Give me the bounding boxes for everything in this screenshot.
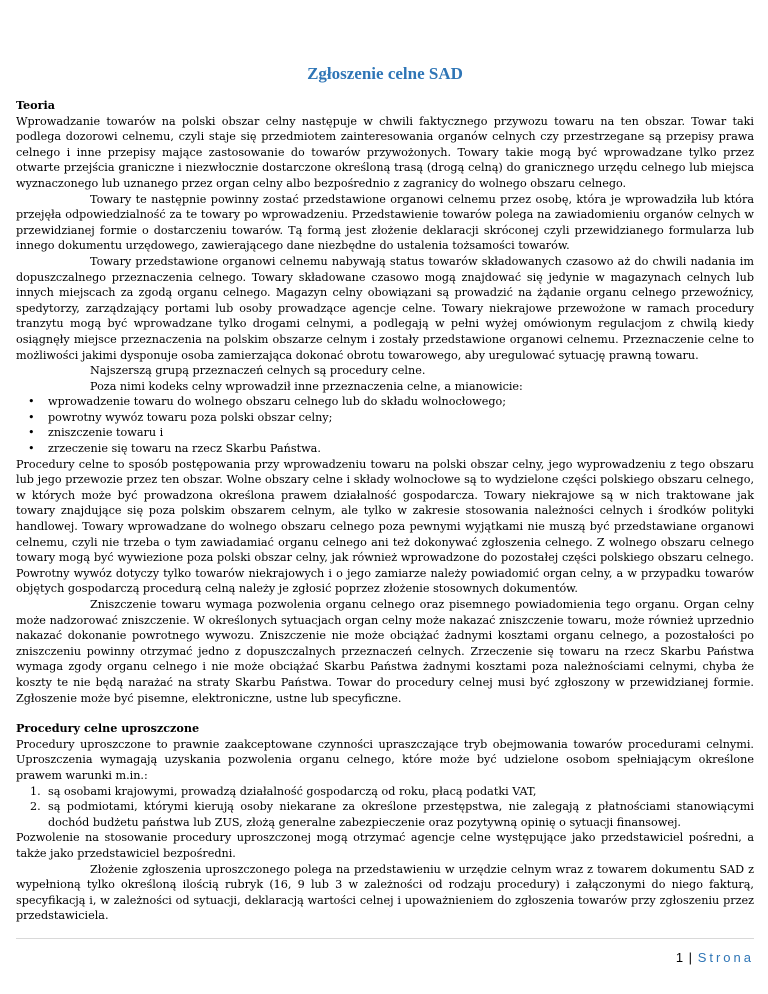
list-item	[16, 784, 754, 800]
footer-divider	[16, 938, 754, 939]
list-item-text: są osobami krajowymi, prowadzą działalność gospodarczą od roku, płacą podatki VAT,	[48, 784, 537, 798]
page-footer	[16, 950, 754, 974]
document-body	[16, 98, 754, 924]
bullet-list	[16, 394, 754, 456]
paragraph: Pozwolenie na stosowanie procedury uproszczonej mogą otrzymać agencje celne występujące jako przedstawiciel pośredni, a także jako przedstawiciel bezpośredni.	[16, 831, 754, 860]
list-item	[16, 799, 754, 830]
numbered-list	[16, 784, 754, 831]
paragraph: Zniszczenie towaru wymaga pozwolenia organu celnego oraz pisemnego powiadomienia tego organu. Organ celny może nadzorować zniszczenie. W określonych sytuacjach organ celny może nakazać zniszczenie towaru, może również uprzednio nakazać dokonanie powrotnego wywozu. Zniszczenie nie może obciążać żadnymi kosztami organu celnego, a pozostałości po zniszczeniu powinny otrzymać jedno z dopuszczalnych przeznaczeń celnych. Zrzeczenie się towaru na rzecz Skarbu Państwa wymaga zgody organu celnego i nie może obciążać Skarbu Państwa żadnymi kosztami poza należnościami celnymi, chyba że koszty te nie będą narażać na straty Skarbu Państwa. Towar do procedury celnej musi być zgłoszony w przewidzianej formie. Zgłoszenie może być pisemne, elektroniczne, ustne lub specyficzne.	[16, 598, 754, 705]
paragraph: Procedury uproszczone to prawnie zaakceptowane czynności upraszczające tryb obejmowania towarów procedurami celnymi. Uproszczenia wymagają uzyskania pozwolenia organu celnego, które może być udzielone osobom spełniającym określone prawem warunki m.in.:	[16, 737, 754, 782]
page-number	[676, 950, 754, 965]
list-number: 2.	[30, 800, 41, 814]
paragraph: Towary te następnie powinny zostać przedstawione organowi celnemu przez osobę, która je wprowadziła lub która przejęła odpowiedzialność za te towary po wprowadzeniu. Przedstawienie towarów polega na zawiadomieniu organów celnych w przewidzianej formie o dostarczeniu towarów. Tą formą jest złożenie deklaracji skróconej czyli przewidzianego formularza lub innego dokumentu urzędowego, zawierającego dane niezbędne do ustalenia tożsamości towarów.	[16, 192, 754, 253]
paragraph: Wprowadzanie towarów na polski obszar celny następuje w chwili faktycznego przywozu towaru na ten obszar. Towar taki podlega dozorowi celnemu, czyli staje się przedmiotem zainteresowania organów celnych czy przestrzegane są przepisy prawa celnego i inne przepisy mające zastosowanie do towarów przywożonych. Towary takie mogą być wprowadzane tylko przez otwarte przejścia graniczne i niezwłocznie dostarczone określoną trasą (drogą celną) do granicznego urzędu celnego lub miejsca wyznaczonego lub uznanego przez organ celny albo bezpośrednio z zagranicy do wolnego obszaru celnego.	[16, 114, 754, 190]
paragraph: Poza nimi kodeks celny wprowadził inne przeznaczenia celne, a mianowicie:	[90, 379, 523, 393]
section-heading-uproszczone: Procedury celne uproszczone	[16, 721, 200, 736]
list-item-text: są podmiotami, którymi kierują osoby niekarane za określone przestępstwa, nie zalegają z płatnościami stanowiącymi dochód budżetu państwa lub ZUS, złożą generalne zabezpieczenie oraz pozytywną opinię o sytuacji finansowej.	[48, 800, 754, 829]
paragraph: Towary przedstawione organowi celnemu nabywają status towarów składowanych czasowo aż do chwili nadania im dopuszczalnego przeznaczenia celnego. Towary składowane czasowo mogą znajdować się jedynie w magazynach celnych lub innych miejscach za zgodą organu celnego. Magazyn celny obowiązani są prowadzić na żądanie organu celnego przewoźnicy, spedytorzy, zarządzający portami lub osoby prowadzące agencje celne. Towary niekrajowe przewożone w ramach procedury tranzytu mogą być wprowadzane tylko drogami celnymi, a podlegają w pełni wyżej omówionym regulacjom z chwilą kiedy osiągnęły miejsce przeznaczenia na polskim obszarze celnym i zostały przedstawione organowi celnemu. Przeznaczenie celne to możliwości jakimi dysponuje osoba zamierzająca dokonać obrotu towarowego, aby uregulować sytuację prawną towaru.	[16, 254, 754, 362]
list-item: • powrotny wywóz towaru poza polski obszar celny;	[16, 410, 754, 426]
list-item: • wprowadzenie towaru do wolnego obszaru celnego lub do składu wolnocłowego;	[16, 394, 754, 410]
page-separator: |	[688, 950, 694, 965]
document-title: Zgłoszenie celne SAD	[307, 64, 463, 83]
paragraph: Złożenie zgłoszenia uproszczonego polega na przedstawieniu w urzędzie celnym wraz z towarem dokumentu SAD z wypełnioną tylko określoną ilością rubryk (16, 9 lub 3 w zależności od rodzaju procedury) i załączonymi do niego fakturą, specyfikacją i, w zależności od sytuacji, deklaracją wartości celnej i upoważnieniem do zgłoszenia towarów przy zgłoszeniu przez przedstawiciela.	[16, 862, 754, 923]
paragraph: Procedury celne to sposób postępowania przy wprowadzeniu towaru na polski obszar celny, jego wyprowadzeniu z tego obszaru lub jego przewozie przez ten obszar. Wolne obszary celne i składy wolnocłowe są to wydzielone części polskiego obszaru celnego, w których może być prowadzona określona prawem działalność gospodarcza. Towary niekrajowe są w nich traktowane jak towary znajdujące się poza polskim obszarem celnym, ale tylko w zakresie stosowania należności celnych i środków polityki handlowej. Towary wprowadzane do wolnego obszaru celnego poza pewnymi wyjątkami nie muszą być przedstawiane organowi celnemu, czyli nie trzeba o tym zawiadamiać organu celnego ani też dokonywać zgłoszenia celnego. Z wolnego obszaru celnego towary mogą być wywiezione poza polski obszar celny, jak również wprowadzone do pozostałej części polskiego obszaru celnego. Powrotny wywóz dotyczy tylko towarów niekrajowych i o jego zamiarze należy powiadomić organ celny, a w przypadku towarów objętych gospodarczą procedurą celną należy je zgłosić poprzez złożenie stosownych dokumentów.	[16, 457, 754, 596]
section-heading-teoria: Teoria	[16, 98, 56, 112]
page-number-value: 1	[675, 950, 685, 965]
page-label: Strona	[697, 950, 754, 965]
paragraph: Najszerszą grupą przeznaczeń celnych są procedury celne.	[90, 364, 426, 378]
list-number: 1.	[30, 784, 41, 798]
list-item: • zniszczenie towaru i	[16, 425, 754, 441]
list-item: • zrzeczenie się towaru na rzecz Skarbu Państwa.	[16, 441, 754, 457]
